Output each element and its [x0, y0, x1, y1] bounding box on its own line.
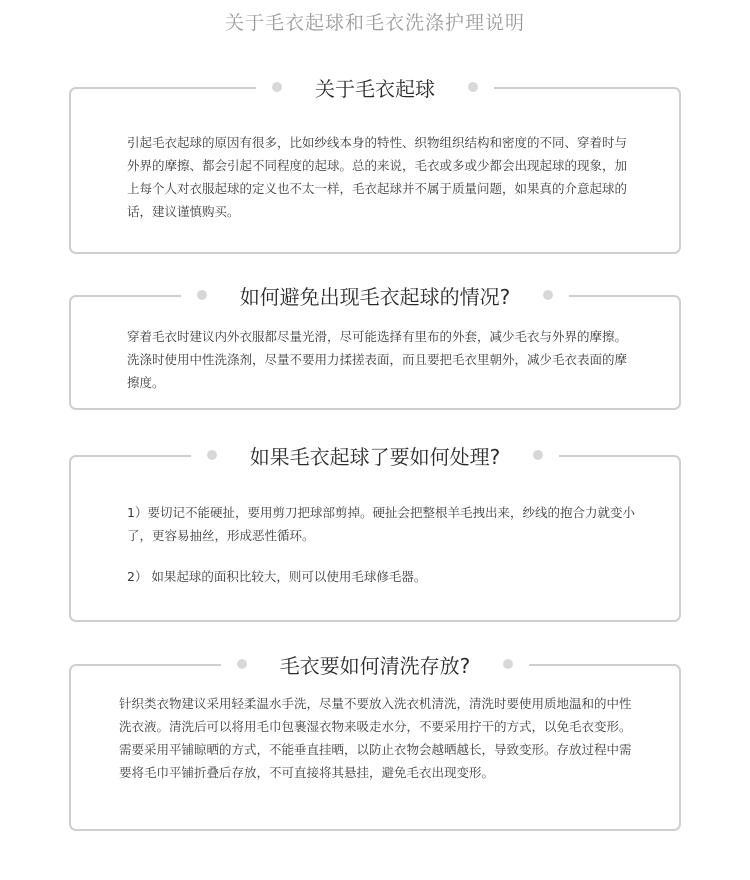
bullet-dot-icon: [197, 290, 207, 300]
bullet-dot-icon: [533, 450, 543, 460]
bullet-dot-icon: [237, 659, 247, 669]
section-card-prevention: [69, 284, 681, 410]
section-paragraph: 2） 如果起球的面积比较大，则可以使用毛球修毛器。: [127, 569, 427, 584]
bullet-dot-icon: [503, 659, 513, 669]
section-header: [71, 650, 679, 680]
section-heading: 如何避免出现毛衣起球的情况?: [239, 284, 511, 309]
section-paragraph: 针织类衣物建议采用轻柔温水手洗，尽量不要放入洗衣机清洗，清洗时要使用质地温和的中性洗衣液。清洗后可以将用毛巾包裹湿衣物来吸走水分，不要采用拧干的方式，以免毛衣变形。需要采用平铺晾晒的方式，不能垂直挂晒，以防止衣物会越晒越长，导致变形。存放过程中需要将毛巾平铺折叠后存放，不可直接将其悬挂，避免毛衣出现变形。: [119, 696, 632, 780]
section-header: [71, 281, 679, 311]
section-header: [71, 73, 679, 103]
bullet-dot-icon: [272, 82, 282, 92]
section-body: [127, 131, 639, 223]
bullet-dot-icon: [468, 82, 478, 92]
section-body: [127, 501, 639, 588]
section-body: [119, 692, 643, 784]
section-header: [71, 441, 679, 471]
section-card-pilling: [69, 76, 681, 254]
section-card-handling: [69, 444, 681, 622]
page-title: 关于毛衣起球和毛衣洗涤护理说明: [224, 12, 525, 34]
section-paragraph: 穿着毛衣时建议内外衣服都尽量光滑，尽可能选择有里布的外套，减少毛衣与外界的摩擦。洗涤时使用中性洗涤剂，尽量不要用力揉搓表面，而且要把毛衣里朝外，减少毛衣表面的摩擦度。: [127, 329, 628, 390]
section-paragraph: 引起毛衣起球的原因有很多，比如纱线本身的特性、织物组织结构和密度的不同、穿着时与外界的摩擦、都会引起不同程度的起球。总的来说，毛衣或多或少都会出现起球的现象，加上每个人对衣服起球的定义也不太一样，毛衣起球并不属于质量问题，如果真的介意起球的话，建议谨慎购买。: [127, 135, 628, 219]
section-card-washing: [69, 653, 681, 831]
section-heading: 毛衣要如何清洗存放?: [279, 653, 471, 678]
bullet-dot-icon: [543, 290, 553, 300]
bullet-dot-icon: [207, 450, 217, 460]
section-body: [127, 325, 639, 394]
section-heading: 如果毛衣起球了要如何处理?: [249, 444, 501, 469]
section-heading: 关于毛衣起球: [315, 76, 435, 101]
section-paragraph: 1）要切记不能硬扯，要用剪刀把球部剪掉。硬扯会把整根羊毛拽出来，纱线的抱合力就变小了，更容易抽丝，形成恶性循环。: [127, 505, 635, 543]
